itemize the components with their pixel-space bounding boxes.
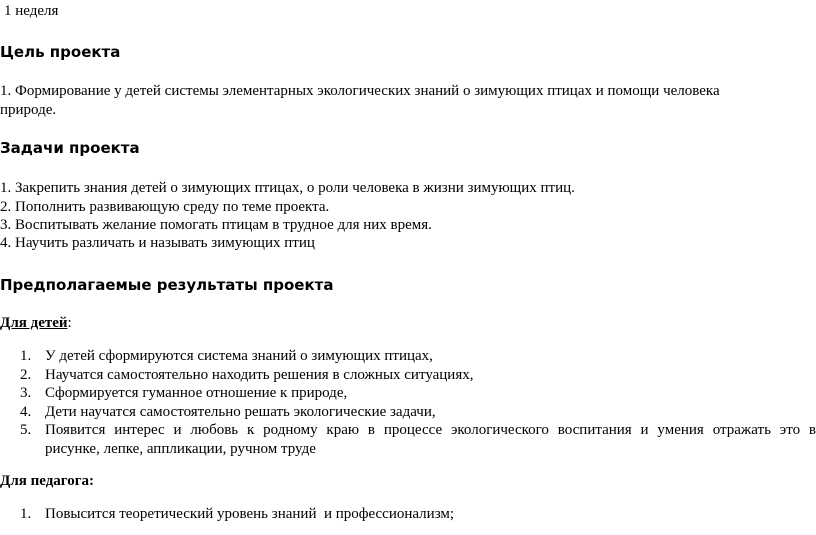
goal-heading: Цель проекта	[0, 43, 121, 61]
list-text: Научатся самостоятельно находить решения в сложных ситуациях,	[45, 367, 474, 383]
tasks-heading: Задачи проекта	[0, 139, 140, 157]
children-label-row	[0, 314, 72, 333]
teacher-label: Для педагога:	[0, 473, 95, 489]
list-number: 2.	[20, 367, 32, 383]
task-item-2: 2. Пополнить развивающую среду по теме проекта.	[0, 199, 330, 215]
list-text: Сформируется гуманное отношение к природе,	[45, 385, 348, 401]
list-text-continued: рисунке, лепке, аппликации, ручном труде	[45, 441, 316, 457]
list-text: Появится интерес и любовь к родному краю в процессе экологического воспитания и умения отражать это в	[45, 422, 816, 438]
children-colon: :	[67, 315, 72, 331]
task-item-1: 1. Закрепить знания детей о зимующих птицах, о роли человека в жизни зимующих птиц.	[0, 180, 575, 196]
list-number: 1.	[20, 506, 32, 522]
week-label: 1 неделя	[4, 3, 59, 19]
list-text: У детей сформируются система знаний о зимующих птицах,	[45, 348, 433, 364]
list-text: Дети научатся самостоятельно решать экологические задачи,	[45, 404, 436, 420]
list-text: Повысится теоретический уровень знаний и профессионализм;	[45, 506, 455, 522]
results-heading: Предполагаемые результаты проекта	[0, 276, 334, 294]
task-item-3: 3. Воспитывать желание помогать птицам в трудное для них время.	[0, 217, 432, 233]
list-number: 1.	[20, 348, 32, 364]
goal-line-1: 1. Формирование у детей системы элементарных экологических знаний о зимующих птицах и помощи человека	[0, 83, 720, 99]
goal-line-2: природе.	[0, 102, 57, 118]
list-number: 3.	[20, 385, 32, 401]
list-number: 5.	[20, 422, 32, 438]
children-label: Для детей	[0, 315, 68, 331]
task-item-4: 4. Научить различать и называть зимующих птиц	[0, 235, 315, 251]
list-number: 4.	[20, 404, 32, 420]
